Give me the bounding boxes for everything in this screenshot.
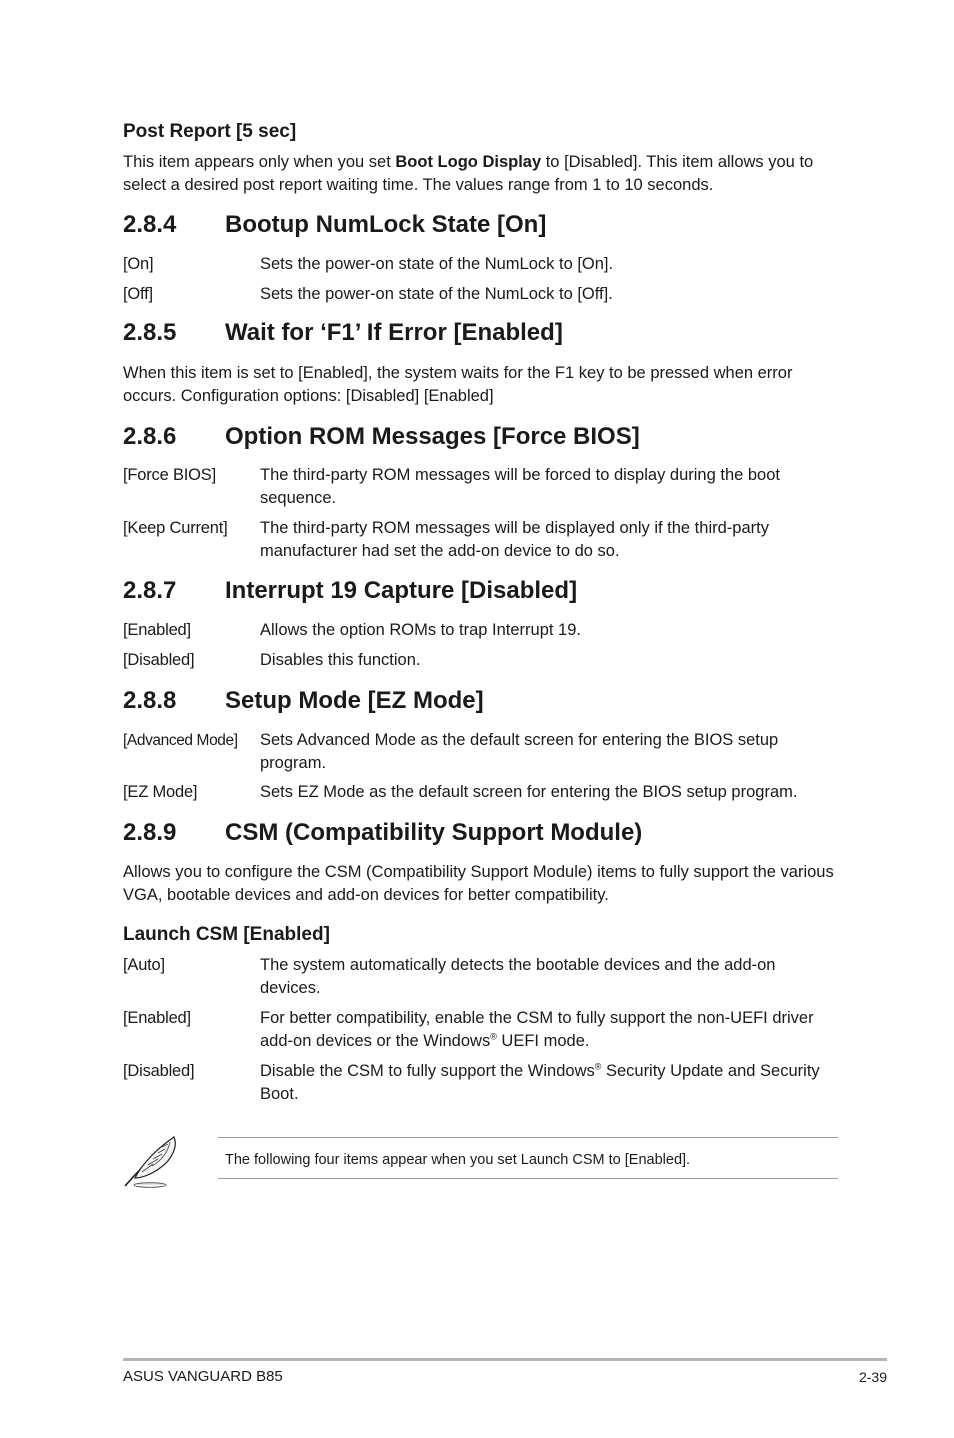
feather-pen-icon (122, 1132, 180, 1190)
footer-rule (123, 1358, 887, 1361)
section-title: Setup Mode [EZ Mode] (225, 687, 484, 714)
registered-mark: ® (594, 1061, 602, 1072)
note-text: The following four items appear when you set Launch CSM to [Enabled]. (225, 1152, 691, 1168)
option-description: Sets Advanced Mode as the default screen for entering the BIOS setup program. (260, 731, 779, 772)
boot-logo-display-term: Boot Logo Display (395, 153, 542, 171)
note-top-rule (218, 1137, 838, 1138)
option-key: [Keep Current] (123, 519, 228, 537)
launch-csm-heading: Launch CSM [Enabled] (123, 924, 330, 945)
option-key: [Disabled] (123, 651, 195, 669)
option-description (260, 1060, 840, 1106)
option-description (260, 1007, 840, 1053)
section-number: 2.8.6 (123, 423, 177, 450)
description-text: Disable the CSM to fully support the Windows (260, 1062, 595, 1080)
option-description: Sets the power-on state of the NumLock to [Off]. (260, 285, 613, 303)
option-description: Allows the option ROMs to trap Interrupt 19. (260, 621, 581, 639)
post-report-heading: Post Report [5 sec] (123, 121, 297, 142)
csm-paragraph: Allows you to configure the CSM (Compatibility Support Module) items to fully support the various VGA, bootable devices and add-on devices for better compatibility. (123, 863, 834, 904)
option-description: Disables this function. (260, 651, 421, 669)
option-key: [Auto] (123, 956, 165, 974)
f1-error-paragraph: When this item is set to [Enabled], the system waits for the F1 key to be pressed when error occurs. Configuration options: [Disabled] [Enabled] (123, 364, 793, 405)
registered-mark: ® (490, 1031, 497, 1042)
option-key: [EZ Mode] (123, 783, 198, 801)
section-number: 2.8.9 (123, 819, 177, 846)
option-key: [Enabled] (123, 621, 191, 639)
section-title: CSM (Compatibility Support Module) (225, 819, 643, 846)
section-number: 2.8.4 (123, 211, 177, 238)
footer-page-number: 2-39 (858, 1369, 887, 1385)
footer-product-name: ASUS VANGUARD B85 (123, 1368, 283, 1385)
option-key: [Enabled] (123, 1009, 191, 1027)
option-description: The third-party ROM messages will be displayed only if the third-party manufacturer had set the add-on device to do so. (260, 519, 769, 560)
section-number: 2.8.8 (123, 687, 177, 714)
option-description: Sets EZ Mode as the default screen for entering the BIOS setup program. (260, 783, 798, 801)
section-title: Option ROM Messages [Force BIOS] (225, 423, 640, 450)
option-description: The system automatically detects the bootable devices and the add-on devices. (260, 956, 776, 997)
option-description: The third-party ROM messages will be forced to display during the boot sequence. (260, 466, 780, 507)
option-key: [Disabled] (123, 1062, 195, 1080)
option-key: [Force BIOS] (123, 466, 216, 484)
post-report-paragraph (123, 151, 835, 197)
section-number: 2.8.5 (123, 319, 177, 346)
post-report-text-after: to [Disabled]. This item allows you to select a desired post report waiting time. The values range from 1 to 10 seconds. (123, 153, 814, 194)
post-report-text-before: This item appears only when you set (123, 153, 396, 171)
option-key: [On] (123, 255, 154, 273)
description-text: UEFI mode. (496, 1032, 590, 1050)
section-number: 2.8.7 (123, 577, 177, 604)
description-text: Security Update and Security Boot. (260, 1062, 820, 1103)
option-key: [Off] (123, 285, 153, 303)
section-title: Bootup NumLock State [On] (225, 211, 547, 238)
section-title: Interrupt 19 Capture [Disabled] (225, 577, 578, 604)
option-key: [Advanced Mode] (123, 732, 238, 749)
section-title: Wait for ‘F1’ If Error [Enabled] (225, 319, 563, 346)
option-description: Sets the power-on state of the NumLock to [On]. (260, 255, 614, 273)
note-bottom-rule (218, 1178, 838, 1179)
description-text: For better compatibility, enable the CSM to fully support the non-UEFI driver add-on devices or the Windows (260, 1009, 814, 1050)
